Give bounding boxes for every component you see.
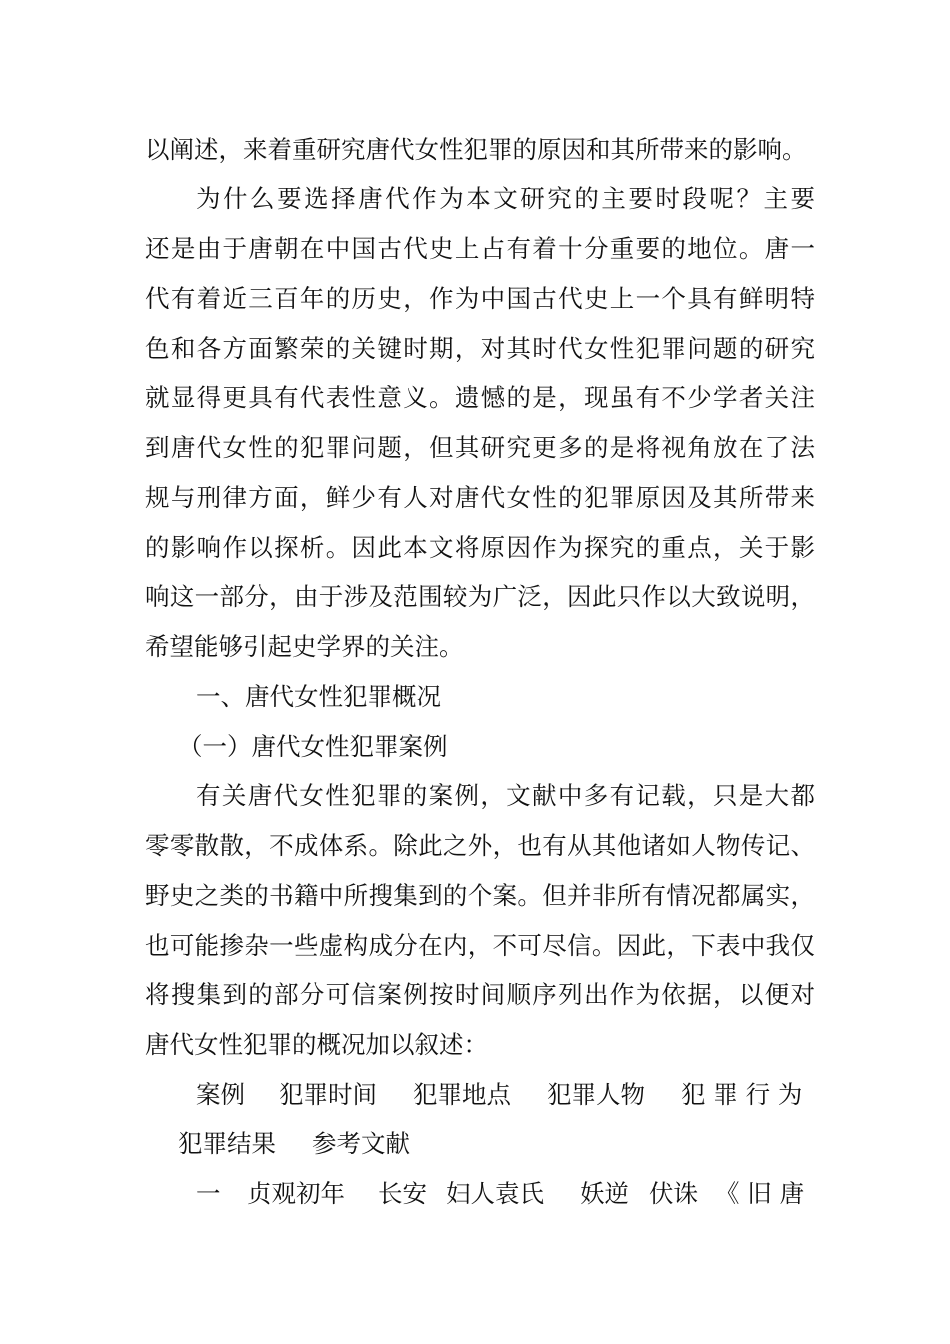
paragraph-line: 以阐述，来着重研究唐代女性犯罪的原因和其所带来的影响。 bbox=[145, 135, 807, 164]
table-header-place: 犯罪地点 bbox=[413, 1080, 511, 1109]
paragraph-line: 也可能掺杂一些虚构成分在内，不可尽信。因此，下表中我仅 bbox=[145, 931, 815, 960]
table-header-reference: 参考文献 bbox=[312, 1129, 410, 1158]
paragraph-line: 代有着近三百年的历史，作为中国古代史上一个具有鲜明特 bbox=[145, 284, 815, 313]
paragraph-line: 希望能够引起史学界的关注。 bbox=[145, 632, 464, 661]
section-heading: 一、唐代女性犯罪概况 bbox=[196, 682, 441, 711]
table-cell-result: 伏诛 bbox=[649, 1179, 698, 1208]
paragraph-line: 野史之类的书籍中所搜集到的个案。但并非所有情况都属实， bbox=[145, 881, 815, 910]
table-cell-person: 妇人袁氏 bbox=[446, 1179, 544, 1208]
table-header-result: 犯罪结果 bbox=[178, 1129, 276, 1158]
table-cell-place: 长安 bbox=[378, 1179, 427, 1208]
paragraph-line: 有关唐代女性犯罪的案例，文献中多有记载，只是大都 bbox=[196, 781, 815, 810]
paragraph-line: 的影响作以探析。因此本文将原因作为探究的重点，关于影 bbox=[145, 533, 815, 562]
subsection-heading: （一）唐代女性犯罪案例 bbox=[178, 732, 448, 761]
paragraph-line: 为什么要选择唐代作为本文研究的主要时段呢？主要 bbox=[196, 184, 815, 213]
paragraph-line: 就显得更具有代表性意义。遗憾的是，现虽有不少学者关注 bbox=[145, 383, 815, 412]
table-cell-act: 妖逆 bbox=[580, 1179, 629, 1208]
table-cell-time: 贞观初年 bbox=[247, 1179, 345, 1208]
paragraph-line: 规与刑律方面，鲜少有人对唐代女性的犯罪原因及其所带来 bbox=[145, 483, 815, 512]
paragraph-line: 色和各方面繁荣的关键时期，对其时代女性犯罪问题的研究 bbox=[145, 334, 815, 363]
paragraph-line: 到唐代女性的犯罪问题，但其研究更多的是将视角放在了法 bbox=[145, 433, 815, 462]
paragraph-line: 零零散散，不成体系。除此之外，也有从其他诸如人物传记、 bbox=[145, 831, 815, 860]
table-header-person: 犯罪人物 bbox=[547, 1080, 645, 1109]
table-header-act: 犯 罪 行 为 bbox=[681, 1080, 803, 1109]
table-header-case: 案例 bbox=[196, 1080, 245, 1109]
table-cell-case: 一 bbox=[196, 1179, 221, 1208]
table-cell-reference: 《 旧 唐 bbox=[715, 1179, 805, 1208]
paragraph-line: 将搜集到的部分可信案例按时间顺序列出作为依据，以便对 bbox=[145, 980, 815, 1009]
paragraph-line: 唐代女性犯罪的概况加以叙述： bbox=[145, 1030, 488, 1059]
paragraph-line: 响这一部分，由于涉及范围较为广泛，因此只作以大致说明， bbox=[145, 582, 815, 611]
table-header-time: 犯罪时间 bbox=[279, 1080, 377, 1109]
paragraph-line: 还是由于唐朝在中国古代史上占有着十分重要的地位。唐一 bbox=[145, 234, 815, 263]
